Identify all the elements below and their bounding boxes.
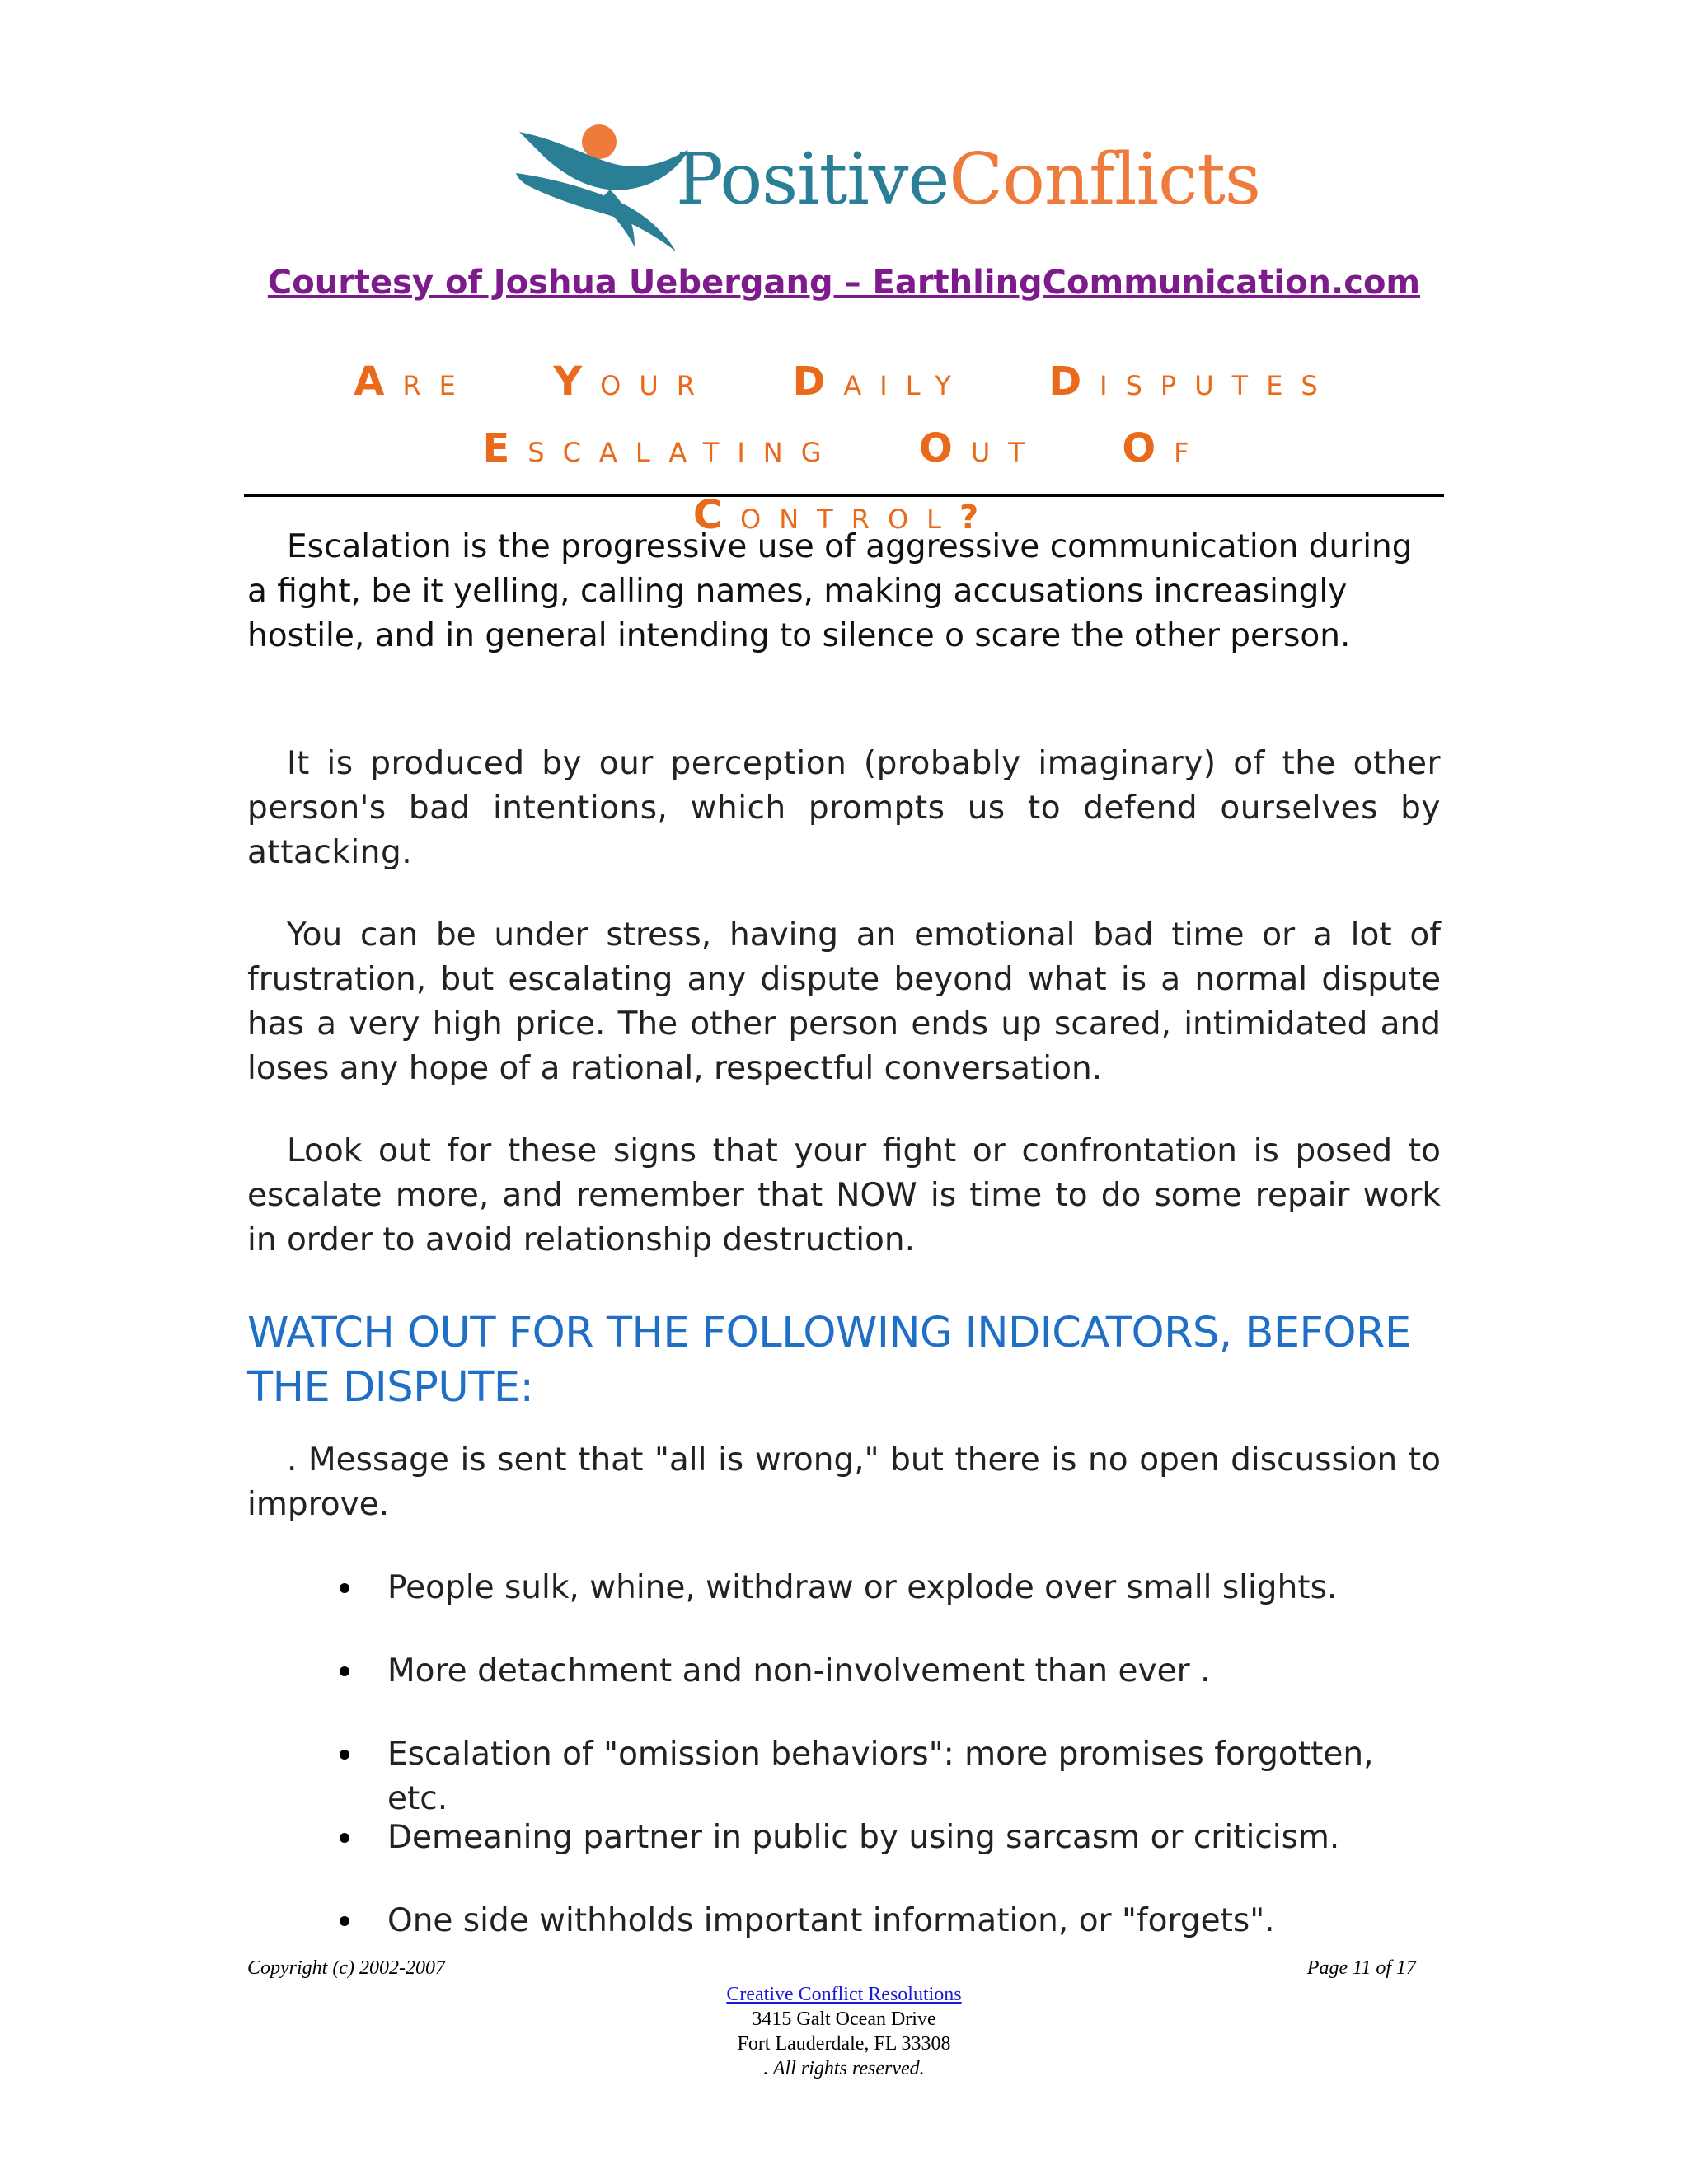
section-heading: WATCH OUT FOR THE FOLLOWING INDICATORS, BEFORE THE DISPUTE: (247, 1309, 1411, 1412)
list-item-text: Demeaning partner in public by using sarcasm or criticism. (387, 1819, 1340, 1856)
list-item (247, 1566, 1441, 1649)
footer-rights: . All rights reserved. (763, 2058, 925, 2079)
courtesy-link[interactable]: Courtesy of Joshua Uebergang – EarthlingCommunication.com (267, 264, 1421, 302)
indicator-list (247, 1566, 1441, 1982)
list-item (247, 1732, 1441, 1816)
footer-address (0, 1982, 1688, 2081)
title-line-2 (247, 417, 1442, 484)
title-word: YOUR (553, 359, 713, 405)
positive-conflicts-logo (511, 107, 1261, 272)
logo-word-positive: Positive (676, 138, 950, 221)
paragraph-stress: You can be under stress, having an emotional bad time or a lot of frustration, but escalating any dispute beyond what is a normal dispute has a very high price. The other person ends up scared, intimidated and loses any hope of a rational, respectful conversation. (247, 916, 1441, 1087)
intro-indicator: . Message is sent that "all is wrong," but there is no open discussion to improve. (247, 1441, 1441, 1523)
footer-address-line-2: Fort Lauderdale, FL 33308 (737, 2033, 951, 2055)
title-question-mark: ? (959, 499, 997, 537)
bullet-icon (340, 1666, 349, 1676)
list-item-text: One side withholds important information, or "forgets". (387, 1902, 1275, 1939)
list-item-text: People sulk, whine, withdraw or explode over small slights. (387, 1569, 1338, 1606)
list-item-text: Escalation of "omission behaviors": more promises forgotten, etc. (387, 1736, 1374, 1817)
logo-word-conflicts: Conflicts (949, 138, 1261, 221)
paragraph-look-out: Look out for these signs that your fight or confrontation is posed to escalate more, and remember that NOW is time to do some repair work in order to avoid relationship destruction. (247, 1132, 1441, 1258)
list-item (247, 1816, 1441, 1899)
logo-wordmark (676, 138, 1260, 221)
footer-copyright: Copyright (c) 2002-2007 (247, 1957, 445, 1979)
title-word: OUT (919, 425, 1043, 471)
page-title (247, 350, 1442, 551)
bullet-icon (340, 1833, 349, 1843)
footer-org-link[interactable]: Creative Conflict Resolutions (726, 1984, 962, 2005)
title-word: DISPUTES (1048, 359, 1336, 405)
title-divider (244, 494, 1444, 497)
list-item-text: More detachment and non-involvement than ever . (387, 1652, 1211, 1690)
bullet-icon (340, 1750, 349, 1760)
bullet-icon (340, 1916, 349, 1926)
title-word: ARE (354, 359, 474, 405)
list-item (247, 1649, 1441, 1732)
title-word: OF (1122, 425, 1207, 471)
paragraph-escalation-definition: Escalation is the progressive use of aggressive communication during a fight, be it yelling, calling names, making accusations increasingly hostile, and in general intending to silence o scare the other person. (247, 528, 1413, 654)
title-word: CONTROL (692, 492, 959, 538)
footer-page-number: Page 11 of 17 (1306, 1957, 1416, 1979)
title-line-1 (247, 350, 1442, 417)
title-word: DAILY (792, 359, 969, 405)
title-word: ESCALATING (482, 425, 840, 471)
paragraph-perception: It is produced by our perception (probably imaginary) of the other person's bad intentions, which prompts us to defend ourselves by attacking. (247, 745, 1441, 871)
bullet-icon (340, 1583, 349, 1593)
footer-address-line-1: 3415 Galt Ocean Drive (752, 2008, 936, 2030)
